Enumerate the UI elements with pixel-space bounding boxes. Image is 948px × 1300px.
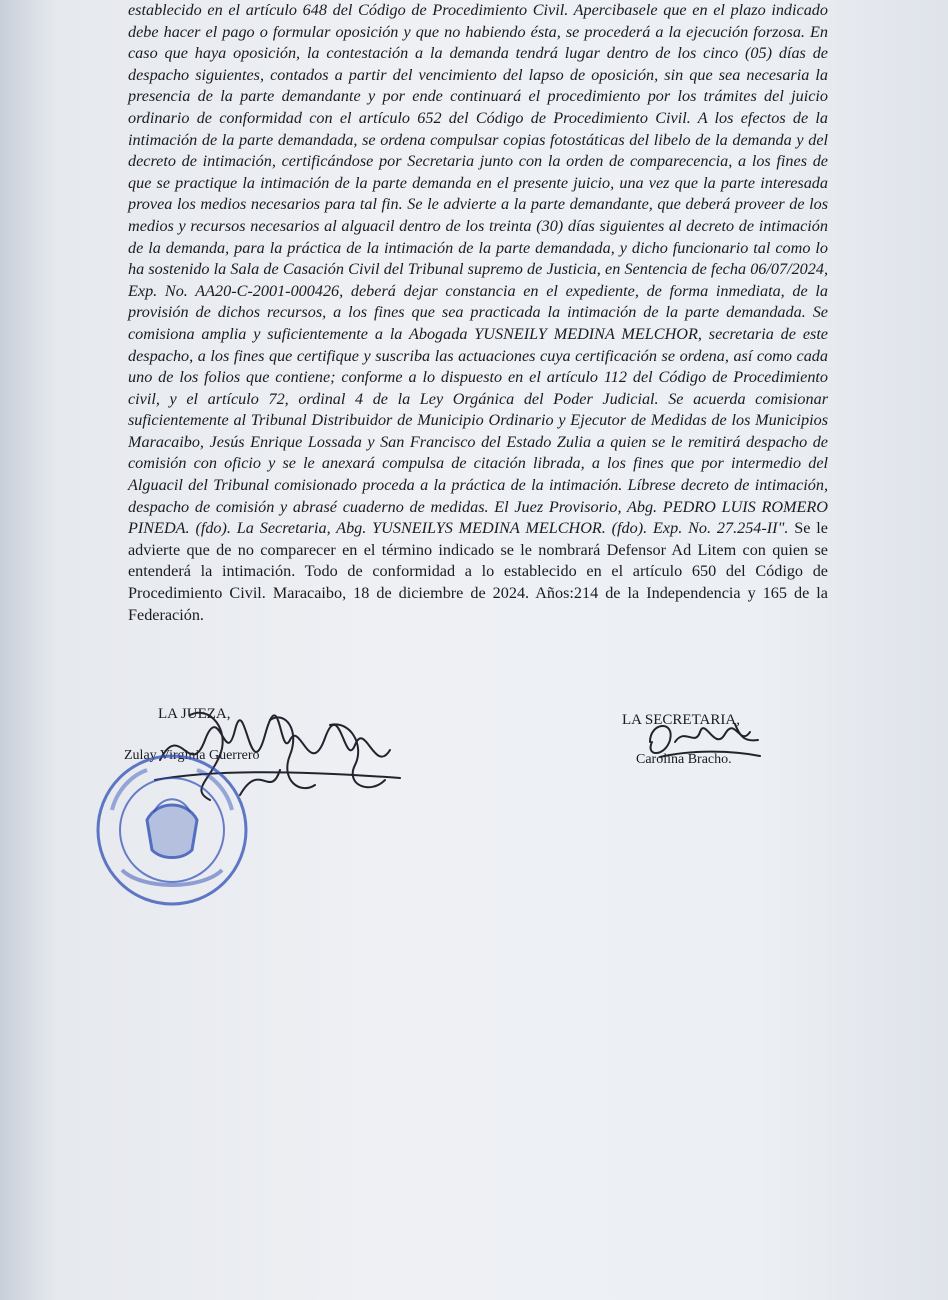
roman-paragraph: Se le advierte que de no comparecer en el término indicado se le nombrará Defensor Ad Litem con quien se entenderá la intimación. Todo de conformidad a lo establecido en el artículo 650 del Código de Procedimiento Civil. Maracaibo, 18 de diciembre de 2024. Años:214 de la Independencia y 165 de la Federación. xyxy=(128,519,828,624)
secretary-signature xyxy=(640,712,770,767)
court-seal xyxy=(92,750,252,910)
secretary-title: LA SECRETARIA, xyxy=(622,712,740,728)
judge-title: LA JUEZA, xyxy=(158,706,231,722)
document-body xyxy=(128,0,828,626)
secretary-name: Carolina Bracho. xyxy=(636,752,732,767)
italic-paragraph: establecido en el artículo 648 del Código de Procedimiento Civil. Apercibasele que en el plazo indicado debe hacer el pago o formular oposición y que no habiendo ésta, se procederá a la ejecución forzosa. En caso que haya oposición, la contestación a la demanda tendrá lugar dentro de los cinco (05) días de despacho siguientes, contados a partir del vencimiento del lapso de oposición, sin que sea necesaria la presencia de la parte demandante y por ende continuará el procedimiento por los trámites del juicio ordinario de conformidad con el artículo 652 del Código de Procedimiento Civil. A los efectos de la intimación de la parte demandada, se ordena compulsar copias fotostáticas del libelo de la demanda y del decreto de intimación, certificándose por Secretaria junto con la orden de comparecencia, a los fines de que se practique la intimación de la parte demanda en el presente juicio, una vez que la parte interesada provea los medios necesarios para tal fin. Se le advierte a la parte demandante, que deberá proveer de los medios y recursos necesarios al alguacil dentro de los treinta (30) días siguientes al decreto de intimación de la demanda, para la práctica de la intimación de la parte demandada, y dicho funcionario tal como lo ha sostenido la Sala de Casación Civil del Tribunal supremo de Justicia, en Sentencia de fecha 06/07/2024, Exp. No. AA20-C-2001-000426, deberá dejar constancia en el expediente, de forma inmediata, de la provisión de dichos recursos, a los fines que sea practicada la intimación de la parte demandada. Se comisiona amplia y suficientemente a la Abogada YUSNEILY MEDINA MELCHOR, secretaria de este despacho, a los fines que certifique y suscriba las actuaciones cuya certificación se ordena, así como cada uno de los folios que contiene; conforme a lo dispuesto en el artículo 112 del Código de Procedimiento civil, y el artículo 72, ordinal 4 de la Ley Orgánica del Poder Judicial. Se acuerda comisionar suficientemente al Tribunal Distribuidor de Municipio Ordinario y Ejecutor de Medidas de los Municipios Maracaibo, Jesús Enrique Lossada y San Francisco del Estado Zulia a quien se le remitirá despacho de comisión con oficio y se le anexará compulsa de citación librada, a los fines que por intermedio del Alguacil del Tribunal comisionado proceda a la práctica de la intimación. Líbrese decreto de intimación, despacho de comisión y abrasé cuaderno de medidas. El Juez Provisorio, Abg. PEDRO LUIS ROMERO PINEDA. (fdo). La Secretaria, Abg. YUSNEILYS MEDINA MELCHOR. (fdo). Exp. No. 27.254-II". xyxy=(128,1,828,538)
judge-name: Zulay Virginia Guerrero xyxy=(124,748,260,763)
